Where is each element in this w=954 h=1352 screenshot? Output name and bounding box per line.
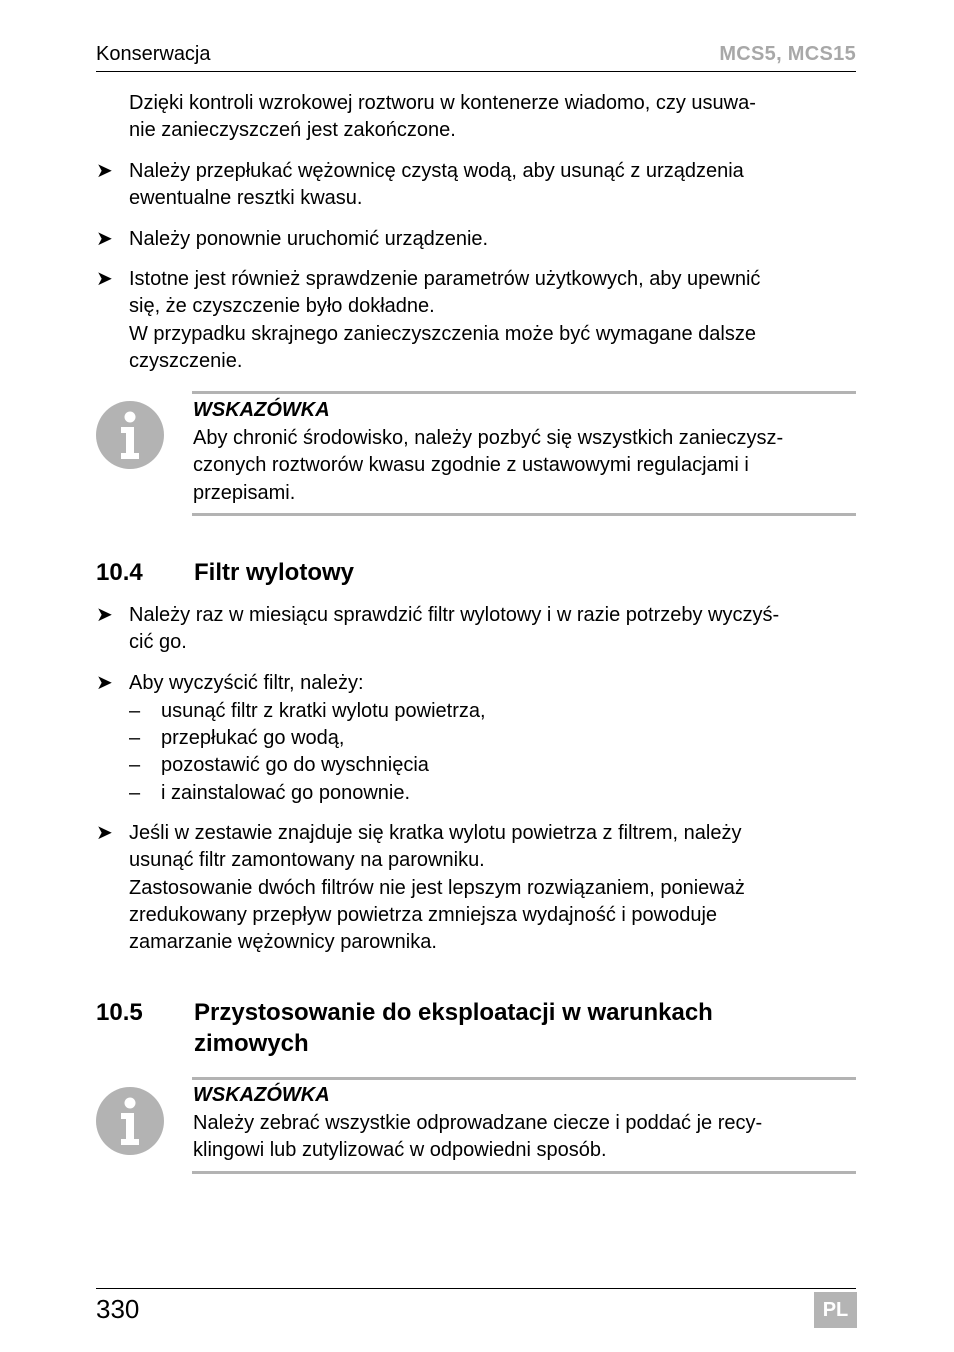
section-number: 10.4 <box>96 559 143 586</box>
text-line: Należy raz w miesiącu sprawdzić filtr wylotowy i w razie potrzeby wyczyś- <box>129 604 780 626</box>
header-rule <box>96 71 856 72</box>
step-arrow: ➤ <box>96 160 113 182</box>
section-title <box>194 997 713 1059</box>
step-arrow: ➤ <box>96 604 113 626</box>
text-line: W przypadku skrajnego zanieczyszczenia może być wymagane dalsze <box>129 322 756 345</box>
note-rule-bottom <box>192 513 856 516</box>
info-icon <box>96 1087 164 1155</box>
note-title: WSKAZÓWKA <box>193 399 330 421</box>
step-arrow: ➤ <box>96 822 113 844</box>
list-item: pozostawić go do wyschnięcia <box>161 754 429 776</box>
note-title: WSKAZÓWKA <box>193 1084 330 1106</box>
text-line: przepisami. <box>193 481 296 504</box>
intro-paragraph <box>129 90 856 145</box>
text-line: ewentualne resztki kwasu. <box>129 187 363 210</box>
text-line: Dzięki kontroli wzrokowej roztworu w kontenerze wiadomo, czy usuwa- <box>129 92 756 114</box>
text-line: klingowi lub zutylizować w odpowiedni sposób. <box>193 1139 607 1162</box>
list-dash: – <box>129 754 141 776</box>
note-rule-top <box>192 1077 856 1080</box>
text-line: Należy ponownie uruchomić urządzenie. <box>129 228 489 250</box>
text-line: zamarzanie wężownicy parownika. <box>129 931 437 954</box>
text-line: się, że czyszczenie było dokładne. <box>129 295 435 318</box>
text-line: Aby chronić środowisko, należy pozbyć się wszystkich zanieczysz- <box>193 427 784 449</box>
step-check-filter <box>129 602 856 657</box>
list-dash: – <box>129 782 141 804</box>
info-icon <box>96 401 164 469</box>
section-title-line: zimowych <box>194 1030 309 1057</box>
step-arrow: ➤ <box>96 268 113 290</box>
step-arrow: ➤ <box>96 672 113 694</box>
note-rule-bottom <box>192 1171 856 1174</box>
step-clean-filter <box>129 670 856 697</box>
text-line: Istotne jest również sprawdzenie parametrów użytkowych, aby upewnić <box>129 268 761 290</box>
text-line: Jeśli w zestawie znajduje się kratka wylotu powietrza z filtrem, należy <box>129 822 742 844</box>
language-badge: PL <box>814 1292 857 1328</box>
note-body <box>193 425 856 507</box>
list-item: usunąć filtr z kratki wylotu powietrza, <box>161 700 486 722</box>
text-line: czyszczenie. <box>129 349 243 372</box>
note-rule-top <box>192 391 856 394</box>
section-title-line: Przystosowanie do eksploatacji w warunkach <box>194 999 713 1026</box>
step-restart <box>129 226 856 253</box>
list-item: przepłukać go wodą, <box>161 727 345 749</box>
text-line: czonych roztworów kwasu zgodnie z ustawowymi regulacjami i <box>193 454 749 477</box>
step-arrow: ➤ <box>96 228 113 250</box>
footer-rule <box>96 1288 856 1289</box>
page-number: 330 <box>96 1294 140 1324</box>
note-body <box>193 1110 856 1165</box>
section-number: 10.5 <box>96 999 143 1026</box>
text-line: Aby wyczyścić filtr, należy: <box>129 672 364 694</box>
running-header-section: Konserwacja <box>96 43 211 65</box>
text-line: usunąć filtr zamontowany na parowniku. <box>129 849 485 872</box>
text-line: zredukowany przepływ powietrza zmniejsza wydajność i powoduje <box>129 903 718 926</box>
text-line: Zastosowanie dwóch filtrów nie jest lepszym rozwiązaniem, ponieważ <box>129 876 745 899</box>
text-line: nie zanieczyszczeń jest zakończone. <box>129 119 456 142</box>
text-line: Należy przepłukać wężownicę czystą wodą, aby usunąć z urządzenia <box>129 160 744 182</box>
list-dash: – <box>129 727 141 749</box>
step-flush-coil <box>129 158 856 213</box>
section-title: Filtr wylotowy <box>194 559 355 586</box>
text-line: Należy zebrać wszystkie odprowadzane ciecze i poddać je recy- <box>193 1112 763 1134</box>
list-item: i zainstalować go ponownie. <box>161 782 411 804</box>
list-dash: – <box>129 700 141 722</box>
step-remove-evaporator-filter <box>129 820 856 956</box>
step-check-parameters <box>129 266 856 375</box>
running-header-model: MCS5, MCS15 <box>719 43 856 65</box>
text-line: cić go. <box>129 631 187 654</box>
